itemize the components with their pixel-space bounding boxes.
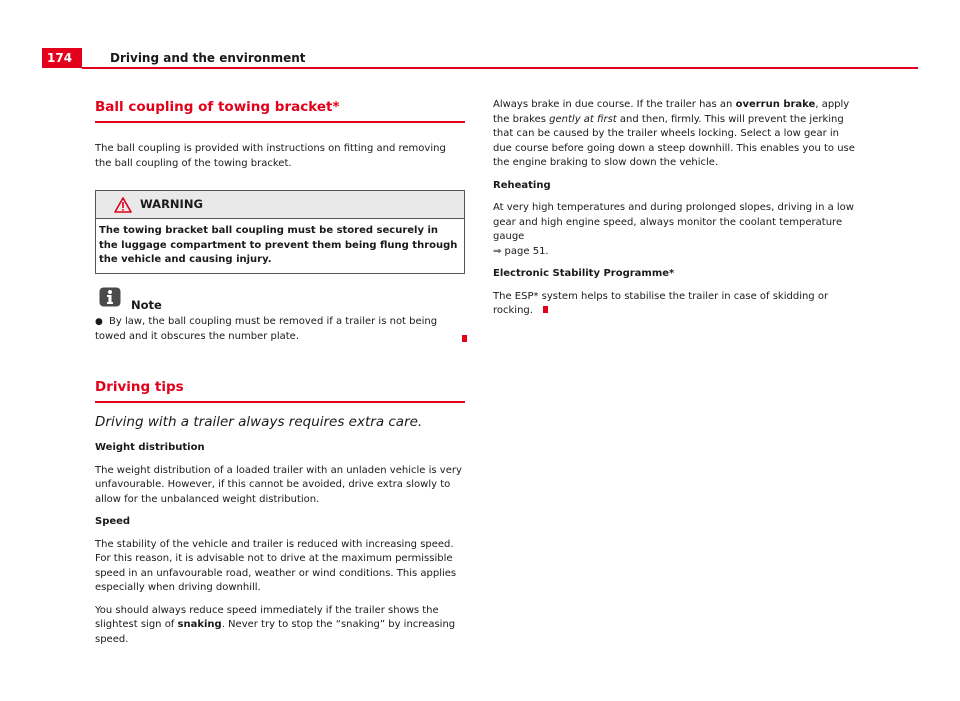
snaking-paragraph: [95, 604, 465, 648]
braking-paragraph: [493, 98, 858, 171]
note-bullet: ●: [95, 317, 103, 327]
reheating-text-wrap: [493, 201, 858, 259]
esp-heading: Electronic Stability Programme*: [493, 268, 675, 279]
braking-text-post: and then, firmly. This will prevent the jerking that can be caused by the trailer wheels locking. Select a low gear in due course before going down a steep downhill. This enables you to use the engine braking to slow down the vehicle.: [493, 113, 855, 168]
page-number: 174: [42, 48, 82, 68]
warning-box: [95, 190, 465, 274]
gently-at-first-emphasis: gently at first: [549, 113, 617, 125]
note-header: [95, 287, 465, 313]
end-of-section-marker: [462, 335, 467, 342]
running-header-title: Driving and the environment: [110, 51, 306, 65]
esp-paragraph: [493, 290, 858, 319]
note-label: Note: [131, 298, 162, 312]
right-column: [493, 98, 858, 319]
section-title-driving-tips: Driving tips: [95, 378, 465, 403]
end-of-section-marker: [543, 306, 548, 313]
weight-distribution-heading: Weight distribution: [95, 442, 205, 453]
snaking-text-pre: You should always reduce speed immediately if the trailer shows the slightest sign of: [95, 604, 439, 630]
snaking-text-post: . Never try to stop the “snaking” by increasing speed.: [95, 619, 456, 645]
warning-triangle-icon: [114, 197, 132, 213]
note-body: [95, 315, 465, 344]
snaking-term: snaking: [177, 619, 222, 630]
braking-text-mid: , apply the brakes: [493, 99, 850, 125]
reheating-heading: Reheating: [493, 179, 551, 191]
section-title-ball-coupling: Ball coupling of towing bracket*: [95, 98, 465, 123]
braking-text-pre: Always brake in due course. If the trailer has an: [493, 99, 736, 110]
ball-coupling-intro: The ball coupling is provided with instructions on fitting and removing the ball coupling of the towing bracket.: [95, 143, 446, 169]
esp-text: The ESP* system helps to stabilise the trailer in case of skidding or rocking.: [493, 290, 829, 316]
speed-text: The stability of the vehicle and trailer is reduced with increasing speed. For this reason, it is advisable not to drive at the maximum permissible speed in an unfavourable road, weather or wind conditions. This applies especially when driving downhill.: [95, 538, 457, 593]
header-rule: [82, 67, 918, 69]
left-column: [95, 98, 465, 647]
warning-header: [96, 191, 464, 219]
note-text: By law, the ball coupling must be removed if a trailer is not being towed and it obscures the number plate.: [95, 316, 438, 342]
warning-text: The towing bracket ball coupling must be stored securely in the luggage compartment to prevent them being flung through the vehicle and causing injury.: [99, 225, 458, 265]
overrun-brake-term: overrun brake: [735, 99, 816, 110]
driving-tips-subtitle: Driving with a trailer always requires extra care.: [95, 414, 423, 430]
weight-distribution-text: The weight distribution of a loaded trailer with an unladen vehicle is very unfavourable. However, if this cannot be avoided, drive extra slowly to allow for the unbalanced weight distribution.: [95, 464, 462, 505]
reheating-text: At very high temperatures and during prolonged slopes, driving in a low gear and high engine speed, always monitor the coolant temperature gauge: [493, 202, 854, 242]
note-info-icon: [99, 287, 121, 313]
page-reference-link[interactable]: ⇒ page 51.: [493, 245, 549, 257]
speed-heading: Speed: [95, 516, 131, 527]
warning-label: WARNING: [140, 197, 203, 212]
